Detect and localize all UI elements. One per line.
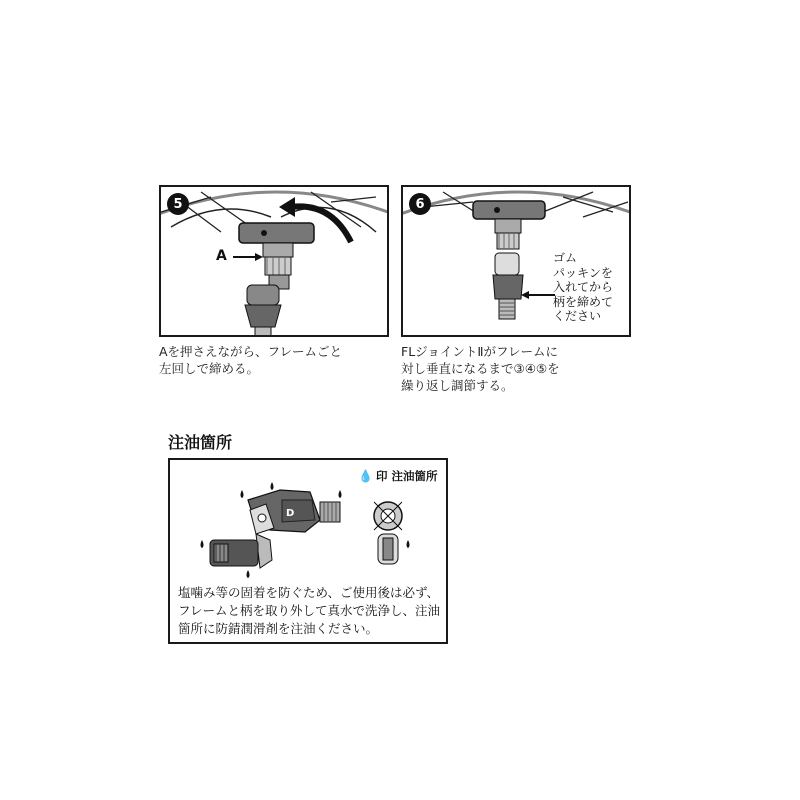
gasket-callout: ゴム パッキンを 入れてから 柄を締めて ください bbox=[553, 251, 614, 323]
oiling-panel bbox=[168, 458, 448, 644]
oiling-section-title: 注油箇所 bbox=[168, 433, 233, 452]
oiling-note: 塩噛み等の固着を防ぐため、ご使用後は必ず、 フレームと柄を取り外して真水で洗浄し、注油 箇所に防錆潤滑剤を注油ください。 bbox=[178, 585, 441, 636]
step6-caption: FLジョイントⅡがフレームに 対し垂直になるまで③④⑤を 繰り返し調節する。 bbox=[401, 344, 560, 393]
oiling-legend bbox=[358, 468, 437, 484]
step5-panel bbox=[159, 185, 389, 337]
step-number-badge: 5 bbox=[167, 193, 189, 215]
step5-caption: Aを押さえながら、フレームごと 左回しで締める。 bbox=[159, 344, 343, 376]
part-a-label: A bbox=[216, 248, 227, 264]
svg-text:D: D bbox=[286, 508, 295, 519]
step6-panel bbox=[401, 185, 631, 337]
step5-illustration bbox=[161, 187, 389, 337]
step-number-badge: 6 bbox=[409, 193, 431, 215]
oil-drop-icon: 💧 bbox=[358, 469, 373, 483]
oiling-legend-label: 印 注油箇所 bbox=[375, 469, 438, 483]
